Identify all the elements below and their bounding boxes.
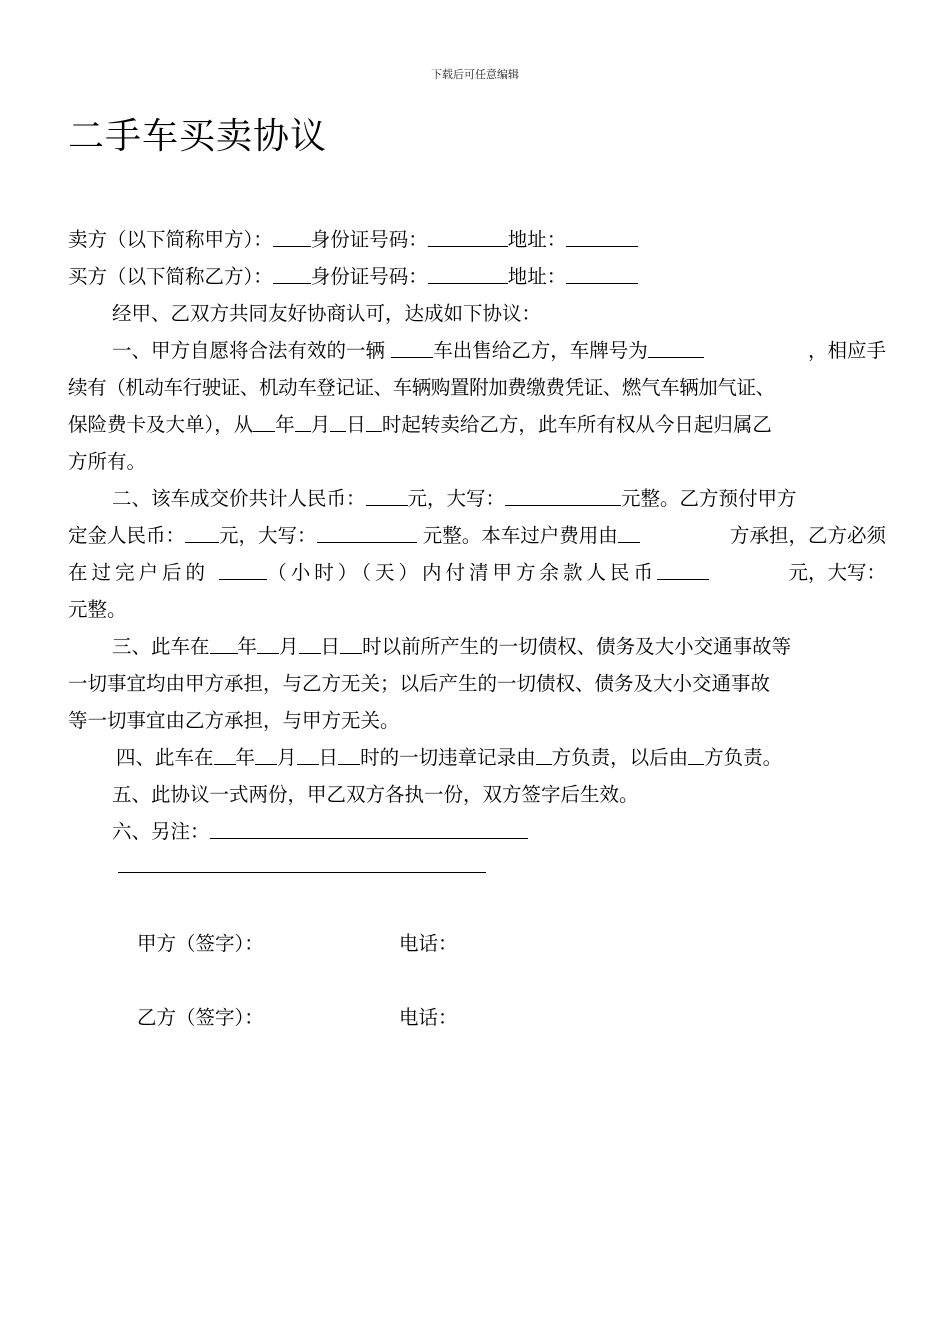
- debt-day-blank[interactable]: [299, 633, 321, 654]
- clause1-line1: [68, 332, 886, 369]
- clause2-text-g: 方承担，乙方必须: [729, 524, 886, 547]
- clause2-text-i: （小时）（天）内付清甲方余款人民币: [267, 561, 657, 584]
- clause3-text-a: 三、此车在: [112, 635, 210, 658]
- notes-continuation-blank[interactable]: [118, 872, 486, 873]
- debt-year-blank[interactable]: [210, 633, 238, 654]
- fee-party-blank[interactable]: [618, 522, 640, 543]
- clause2-line4: 元整。: [68, 598, 127, 621]
- party-a-signature-label: 甲方（签字）：: [137, 932, 264, 955]
- seller-label: 卖方（以下简称甲方）：: [68, 228, 273, 251]
- transfer-month-blank[interactable]: [295, 411, 311, 432]
- clause4-text-g: 方负责。: [704, 746, 783, 769]
- clause1-text-b: 车出售给乙方，车牌号为: [433, 339, 648, 362]
- clause3-text-e: 时以前所产生的一切债权、债务及大小交通事故等: [362, 635, 792, 658]
- transfer-hour-blank[interactable]: [366, 411, 382, 432]
- transfer-year-blank[interactable]: [253, 411, 275, 432]
- seller-name-blank[interactable]: [273, 226, 311, 247]
- clause2-line1: [68, 480, 886, 517]
- clause2-text-f: 元整。本车过户费用由: [416, 524, 618, 547]
- buyer-id-blank[interactable]: [428, 263, 508, 284]
- violation-year-blank[interactable]: [214, 744, 236, 765]
- buyer-address-label: 地址：: [507, 265, 567, 288]
- clause3-text-c: 月: [279, 635, 299, 658]
- clause1-line3: [68, 406, 886, 443]
- clause3-line1: [68, 628, 886, 665]
- debt-hour-blank[interactable]: [340, 633, 362, 654]
- clause1-text-f: 月: [310, 413, 331, 436]
- clause2-line2: [68, 517, 886, 554]
- seller-address-blank[interactable]: [566, 226, 638, 247]
- clause4-text-c: 月: [277, 746, 297, 769]
- payment-period-blank[interactable]: [219, 559, 267, 580]
- clause1-line4: 方所有。: [68, 450, 147, 473]
- price-words-blank[interactable]: [505, 485, 621, 506]
- clause1-text-c: ，相应手: [807, 339, 886, 362]
- clause4-text-f: 方负责，以后由: [551, 746, 689, 769]
- clause2-text-c: 元整。乙方预付甲方: [621, 487, 797, 510]
- buyer-id-label: 身份证号码：: [310, 265, 428, 288]
- violation-before-party-blank[interactable]: [536, 744, 552, 765]
- clause2-text-h: 在过完户后的: [68, 561, 210, 584]
- header-note: 下载后可任意编辑: [431, 68, 519, 81]
- clause2-text-b: 元，大写：: [407, 487, 506, 510]
- clause1-text-e: 年: [275, 413, 295, 436]
- buyer-label: 买方（以下简称乙方）：: [68, 265, 273, 288]
- clause4-text-b: 年: [235, 746, 256, 769]
- seller-id-label: 身份证号码：: [310, 228, 428, 251]
- clause3-line3: 等一切事宜由乙方承担，与甲方无关。: [68, 709, 400, 732]
- clause1-line2: 续有（机动车行驶证、机动车登记证、车辆购置附加费缴费凭证、燃气车辆加气证、: [68, 376, 775, 399]
- deposit-number-blank[interactable]: [185, 522, 219, 543]
- clause6-line: [68, 813, 886, 850]
- document-title: 二手车买卖协议: [68, 116, 328, 157]
- balance-number-blank[interactable]: [657, 559, 709, 580]
- clause1-text-g: 日: [346, 413, 366, 436]
- transfer-day-blank[interactable]: [330, 411, 346, 432]
- clause2-text-d: 定金人民币：: [68, 524, 186, 547]
- seller-id-blank[interactable]: [428, 226, 508, 247]
- car-model-blank[interactable]: [391, 337, 433, 358]
- buyer-name-blank[interactable]: [273, 263, 311, 284]
- agreement-body: [68, 221, 886, 850]
- price-number-blank[interactable]: [366, 485, 408, 506]
- clause4-text-a: 四、此车在: [116, 746, 214, 769]
- deposit-words-blank[interactable]: [317, 522, 417, 543]
- seller-line: [68, 221, 886, 258]
- party-b-signature-label: 乙方（签字）：: [137, 1006, 264, 1029]
- violation-hour-blank[interactable]: [338, 744, 360, 765]
- clause2-line3: [68, 554, 886, 591]
- clause2-text-j: 元，大写：: [788, 561, 886, 584]
- clause3-line2: 一切事宜均由甲方承担，与乙方无关；以后产生的一切债权、债务及大小交通事故: [68, 672, 771, 695]
- clause1-text-a: 一、甲方自愿将合法有效的一辆: [112, 339, 392, 362]
- clause4-text-d: 日: [318, 746, 339, 769]
- clause1-text-h: 时起转卖给乙方，此车所有权从今日起归属乙: [381, 413, 772, 436]
- seller-address-label: 地址：: [507, 228, 567, 251]
- clause5-line: 五、此协议一式两份，甲乙双方各执一份，双方签字后生效。: [112, 783, 639, 806]
- violation-after-party-blank[interactable]: [688, 744, 704, 765]
- clause1-text-d: 保险费卡及大单），从: [68, 413, 254, 436]
- clause4-text-e: 时的一切违章记录由: [360, 746, 536, 769]
- party-b-phone-label: 电话：: [399, 1006, 458, 1029]
- clause3-text-d: 日: [320, 635, 341, 658]
- violation-month-blank[interactable]: [255, 744, 277, 765]
- intro-line: 经甲、乙双方共同友好协商认可，达成如下协议：: [112, 302, 542, 325]
- notes-blank[interactable]: [210, 818, 528, 839]
- buyer-line: [68, 258, 886, 295]
- debt-month-blank[interactable]: [257, 633, 279, 654]
- clause6-label: 六、另注：: [112, 820, 210, 843]
- clause4-line: [68, 739, 886, 776]
- plate-number-blank[interactable]: [648, 337, 704, 358]
- clause2-text-e: 元，大写：: [219, 524, 317, 547]
- violation-day-blank[interactable]: [297, 744, 319, 765]
- buyer-address-blank[interactable]: [566, 263, 638, 284]
- clause3-text-b: 年: [237, 635, 258, 658]
- party-a-phone-label: 电话：: [399, 932, 458, 955]
- clause2-text-a: 二、该车成交价共计人民币：: [112, 487, 366, 510]
